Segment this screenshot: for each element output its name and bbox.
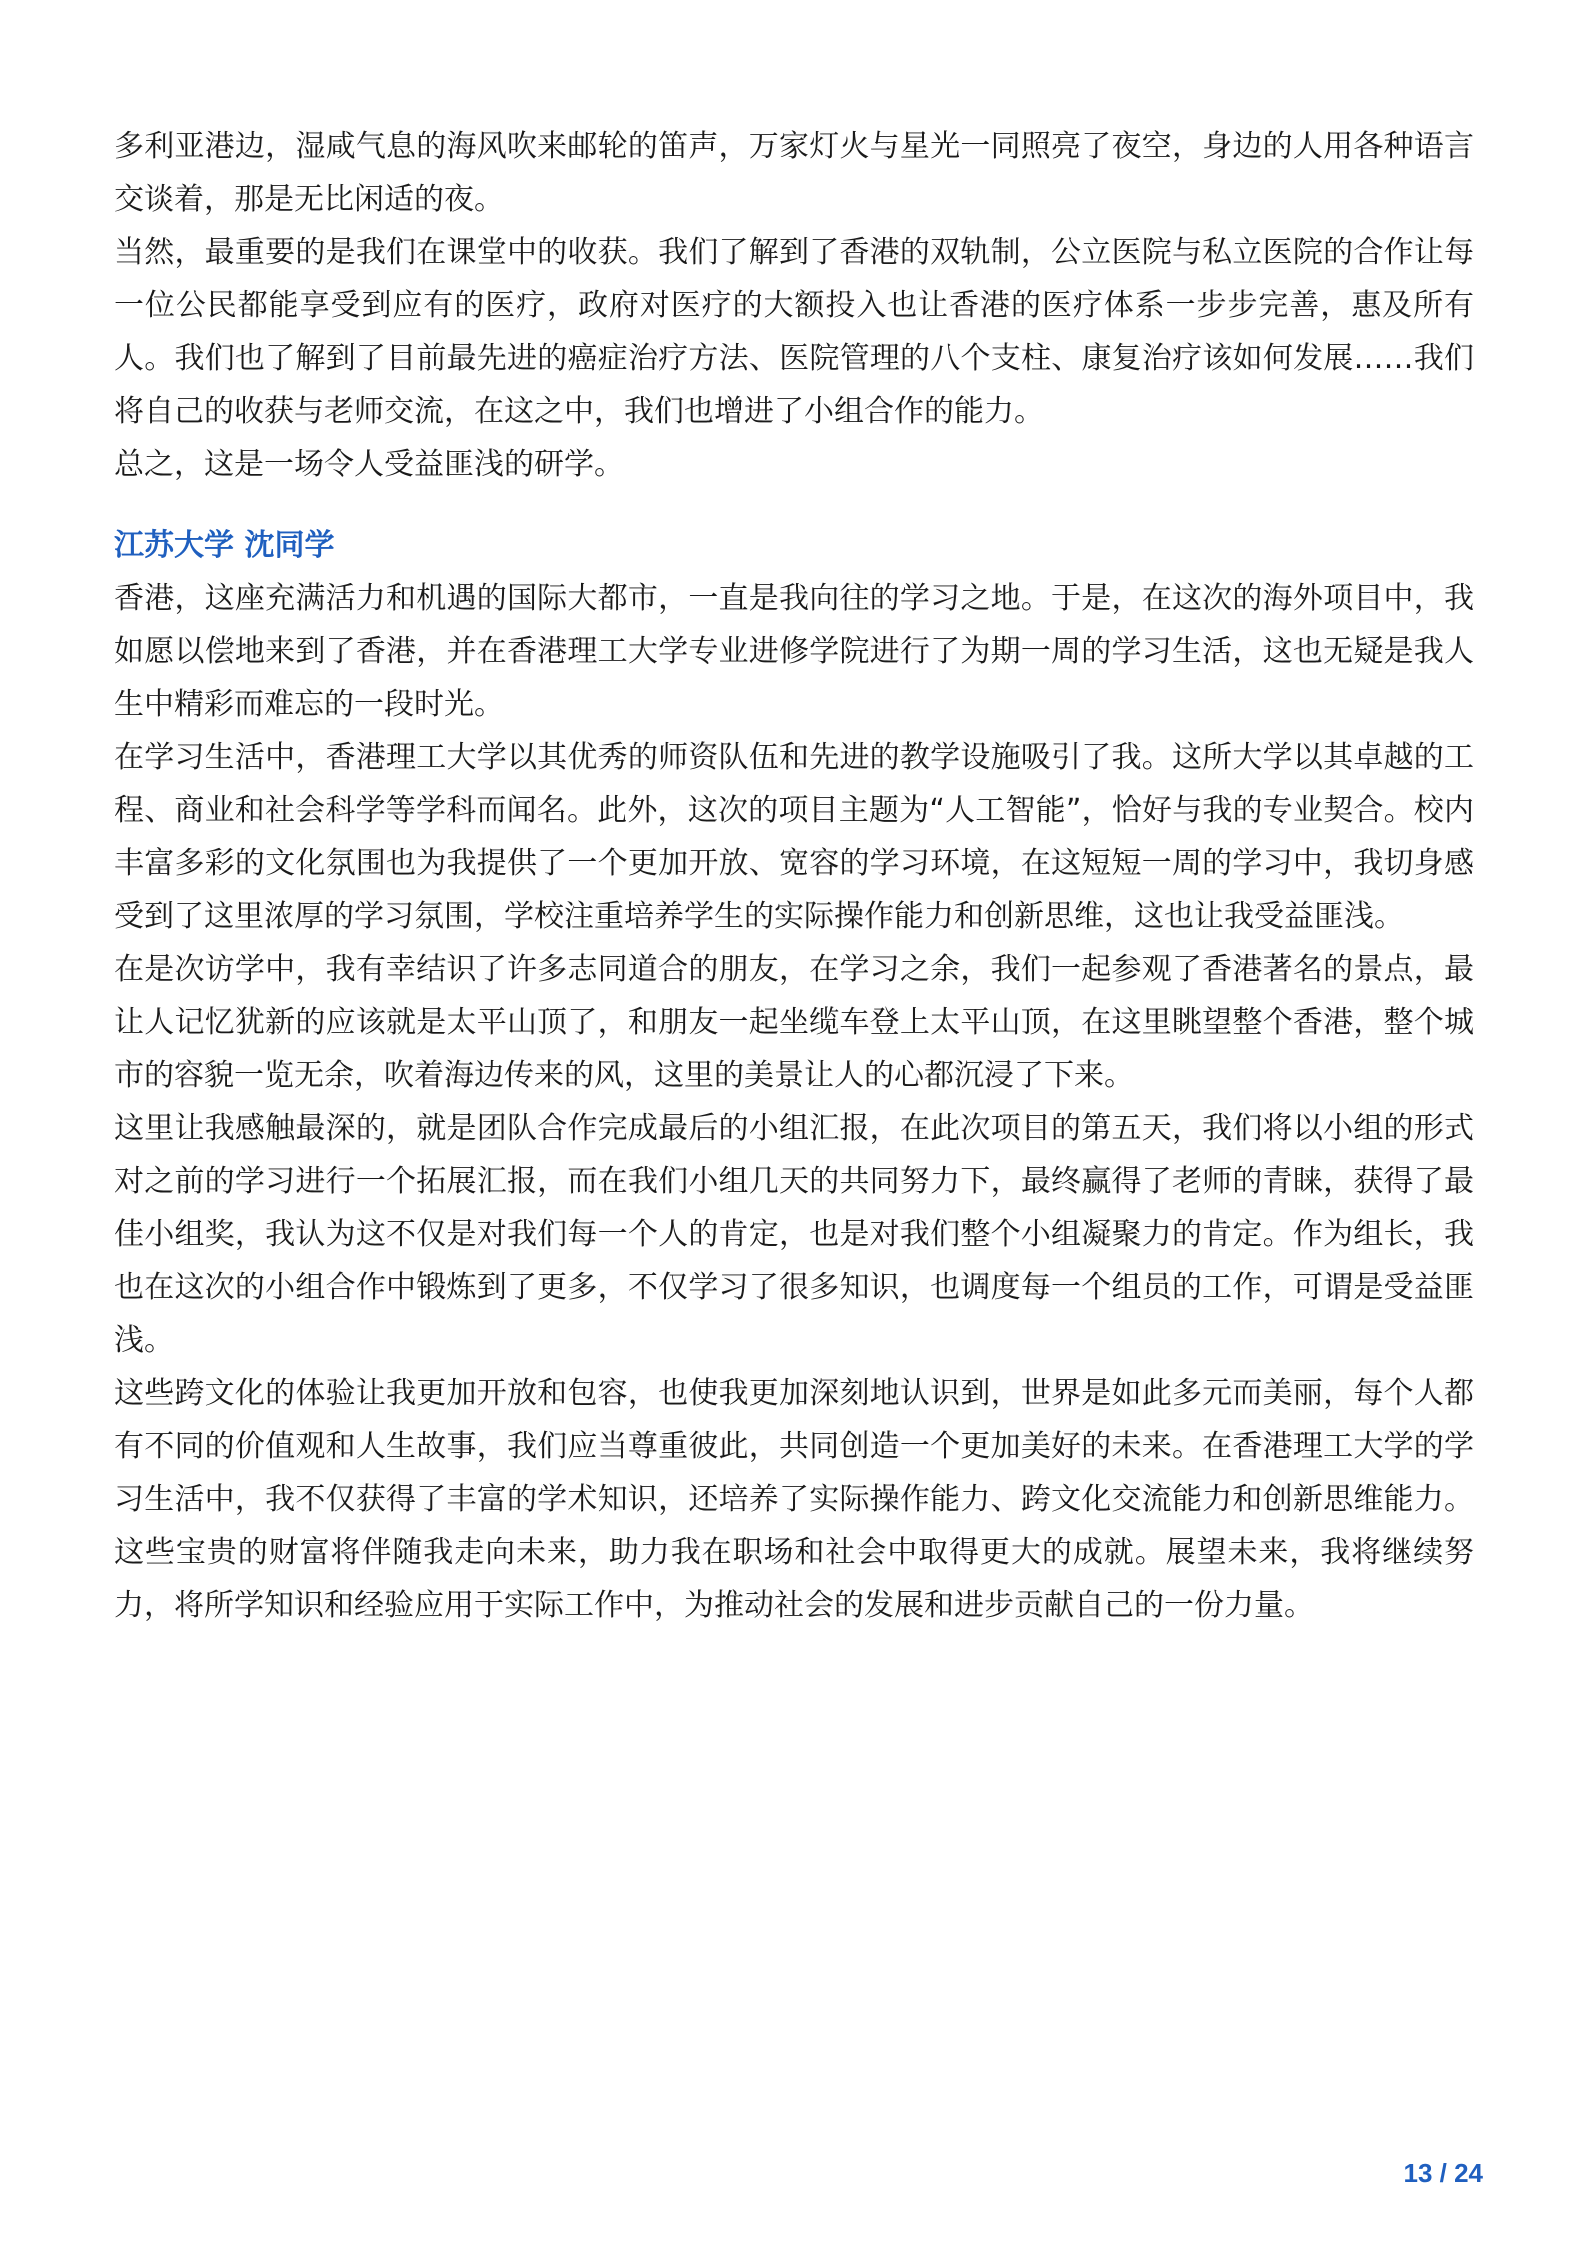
page-number: 13 / 24: [1403, 2158, 1483, 2188]
section-paragraph-1: 香港，这座充满活力和机遇的国际大都市，一直是我向往的学习之地。于是，在这次的海外项目中，我如愿以偿地来到了香港，并在香港理工大学专业进修学院进行了为期一周的学习生活，这也无疑是我人生中精彩而难忘的一段时光。: [114, 581, 1474, 722]
section-paragraph-2: 在学习生活中，香港理工大学以其优秀的师资队伍和先进的教学设施吸引了我。这所大学以其卓越的工程、商业和社会科学等学科而闻名。此外，这次的项目主题为“人工智能”，恰好与我的专业契合。校内丰富多彩的文化氛围也为我提供了一个更加开放、宽容的学习环境，在这短短一周的学习中，我切身感受到了这里浓厚的学习氛围，学校注重培养学生的实际操作能力和创新思维，这也让我受益匪浅。: [114, 740, 1474, 934]
section-title: 江苏大学 沈同学: [114, 528, 335, 563]
document-page: [114, 120, 1474, 1632]
intro-paragraph-2: 当然，最重要的是我们在课堂中的收获。我们了解到了香港的双轨制，公立医院与私立医院的合作让每一位公民都能享受到应有的医疗，政府对医疗的大额投入也让香港的医疗体系一步步完善，惠及所有人。我们也了解到了目前最先进的癌症治疗方法、医院管理的八个支柱、康复治疗该如何发展……我们将自己的收获与老师交流，在这之中，我们也增进了小组合作的能力。: [114, 235, 1474, 429]
intro-paragraph-3: 总之，这是一场令人受益匪浅的研学。: [114, 447, 624, 482]
section-paragraph-4: 这里让我感触最深的，就是团队合作完成最后的小组汇报，在此次项目的第五天，我们将以小组的形式对之前的学习进行一个拓展汇报，而在我们小组几天的共同努力下，最终赢得了老师的青睐，获得了最佳小组奖，我认为这不仅是对我们每一个人的肯定，也是对我们整个小组凝聚力的肯定。作为组长，我也在这次的小组合作中锻炼到了更多，不仅学习了很多知识，也调度每一个组员的工作，可谓是受益匪浅。: [114, 1111, 1474, 1358]
section-paragraph-3: 在是次访学中，我有幸结识了许多志同道合的朋友，在学习之余，我们一起参观了香港著名的景点，最让人记忆犹新的应该就是太平山顶了，和朋友一起坐缆车登上太平山顶，在这里眺望整个香港，整个城市的容貌一览无余，吹着海边传来的风，这里的美景让人的心都沉浸了下来。: [114, 952, 1474, 1093]
intro-paragraph-1: 多利亚港边，湿咸气息的海风吹来邮轮的笛声，万家灯火与星光一同照亮了夜空，身边的人用各种语言交谈着，那是无比闲适的夜。: [114, 129, 1474, 217]
section-paragraph-5: 这些跨文化的体验让我更加开放和包容，也使我更加深刻地认识到，世界是如此多元而美丽，每个人都有不同的价值观和人生故事，我们应当尊重彼此，共同创造一个更加美好的未来。在香港理工大学的学习生活中，我不仅获得了丰富的学术知识，还培养了实际操作能力、跨文化交流能力和创新思维能力。这些宝贵的财富将伴随我走向未来，助力我在职场和社会中取得更大的成就。展望未来，我将继续努力，将所学知识和经验应用于实际工作中，为推动社会的发展和进步贡献自己的一份力量。: [114, 1376, 1474, 1623]
